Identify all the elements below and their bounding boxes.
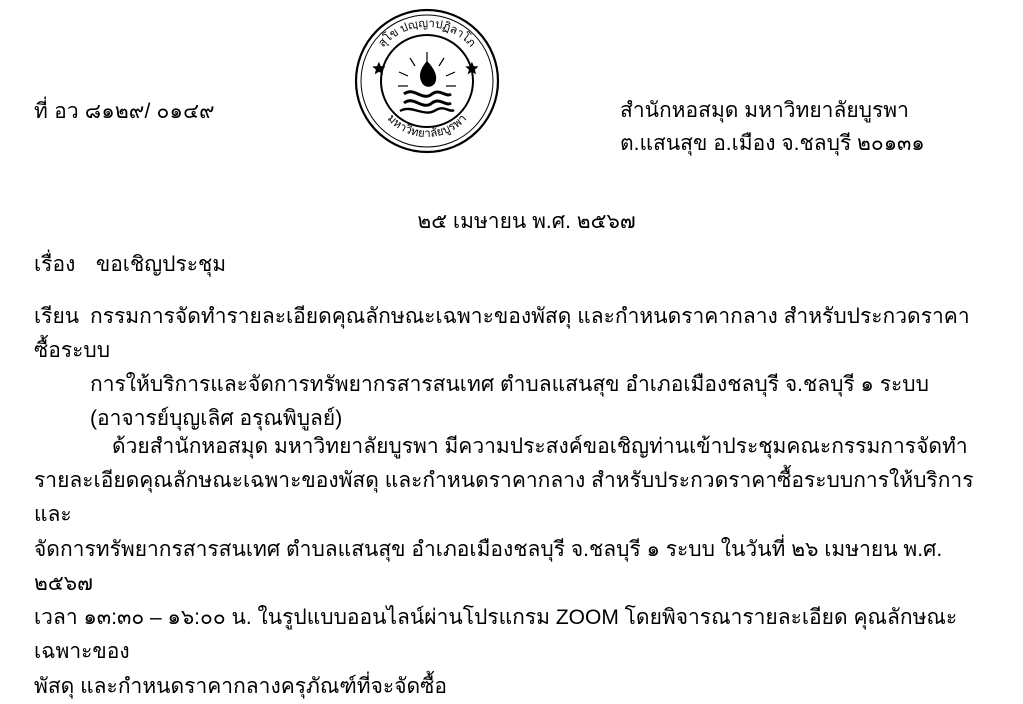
document-date: ๒๕ เมษายน พ.ศ. ๒๕๖๗ — [417, 210, 636, 233]
body-line-3: จัดการทรัพยากรสารสนเทศ ตำบลแสนสุข อำเภอเมืองชลบุรี จ.ชลบุรี ๑ ระบบ ในวันที่ ๒๖ เมษายน พ.ศ. ๒๕๖๗ — [34, 537, 943, 595]
body-block — [34, 430, 994, 704]
subject-row — [34, 248, 226, 281]
document-number: ที่ อว ๘๑๒๙/ ๐๑๔๙ — [34, 100, 215, 123]
subject-label: เรื่อง — [34, 253, 76, 276]
subject-value: ขอเชิญประชุม — [95, 253, 227, 276]
recipient-block — [34, 300, 994, 436]
recipient-label: เรียน — [34, 305, 80, 328]
seal-bottom-text: มหาวิทยาลัยบูรพา — [384, 112, 470, 141]
svg-text:สุโข ปญฺญาปฏิลาโภ — [376, 18, 477, 50]
recipient-line-1 — [34, 300, 994, 368]
recipient-line-2: การให้บริการและจัดการทรัพยากรสารสนเทศ ตำบลแสนสุข อำเภอเมืองชลบุรี จ.ชลบุรี ๑ ระบบ — [90, 373, 929, 397]
university-seal-icon — [352, 6, 502, 156]
sender-line-1: สำนักหอสมุด มหาวิทยาลัยบูรพา — [620, 99, 909, 122]
sender-line-2: ต.แสนสุข อ.เมือง จ.ชลบุรี ๒๐๑๓๑ — [620, 131, 925, 155]
recipient-line-3: (อาจารย์บุญเลิศ อรุณพิบูลย์) — [90, 407, 343, 431]
body-line-5: พัสดุ และกำหนดราคากลางครุภัณฑ์ที่จะจัดซื้อ — [34, 674, 448, 698]
body-line-2: รายละเอียดคุณลักษณะเฉพาะของพัสดุ และกำหนดราคากลาง สำหรับประกวดราคาซื้อระบบการให้บริการและ — [34, 469, 974, 527]
seal-top-text: สุโข ปญฺญาปฏิลาโภ — [376, 17, 478, 50]
recipient-text-1: กรรมการจัดทำรายละเอียดคุณลักษณะเฉพาะของพัสดุ และกำหนดราคากลาง สำหรับประกวดราคาซื้อระบบ — [34, 305, 970, 363]
sender-address — [620, 95, 925, 160]
body-line-1: ด้วยสำนักหอสมุด มหาวิทยาลัยบูรพา มีความประสงค์ขอเชิญท่านเข้าประชุมคณะกรรมการจัดทำ — [112, 435, 968, 458]
body-line-4: เวลา ๑๓:๓๐ – ๑๖:๐๐ น. ในรูปแบบออนไลน์ผ่านโปรแกรม ZOOM โดยพิจารณารายละเอียด คุณลักษณะเฉพาะของ — [34, 606, 958, 664]
